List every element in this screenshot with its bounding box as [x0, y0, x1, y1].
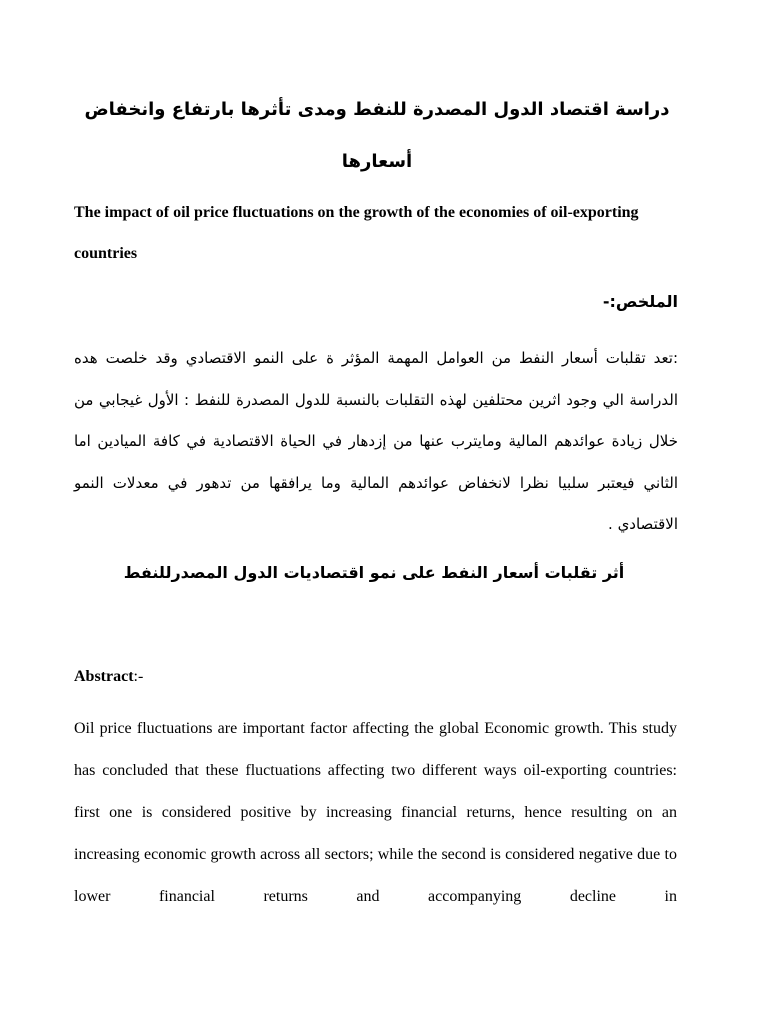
english-title: The impact of oil price fluctuations on the growth of the economies of oil-exporting countries: [74, 204, 639, 262]
arabic-subheading: أثر تقلبات أسعار النفط على نمو اقتصاديات الدول المصدرللنفط: [123, 563, 625, 582]
arabic-summary-paragraph: :تعد تقلبات أسعار النفط من العوامل المهمة المؤثر ة على النمو الاقتصادي وقد خلصت هده الدراسة الي وجود اثرين محتلفين لهذه التقلبات بالنسبة للدول المصدرة للنفط : الأول غيجابي من خلال زيادة عوائدهم المالية ومايترب عنها من إزدهار في الحياة الاقتصادية في كافة الميادين اما الثاني فيعتبر سلبيا نظرا لانخفاض عوائدهم المالية وما يرافقها من تدهور في معدلات النمو الاقتصادي .: [74, 349, 678, 533]
abstract-label: Abstract: [74, 668, 134, 685]
arabic-summary-heading: الملخص:-: [602, 292, 678, 311]
abstract-heading: [74, 660, 143, 694]
arabic-title: دراسة اقتصاد الدول المصدرة للنفط ومدى تأثرها بارتفاع وانخفاض أسعارها: [84, 99, 670, 172]
abstract-label-suffix: :-: [133, 668, 144, 685]
abstract-paragraph: Oil price fluctuations are important factor affecting the global Economic growth. This study has concluded that these fluctuations affecting two different ways oil-exporting countries: first one is considered positive by increasing financial returns, hence resulting on an increasing economic growth across all sectors; while the second is considered negative due to lower financial returns and accompanying decline in: [74, 720, 677, 905]
